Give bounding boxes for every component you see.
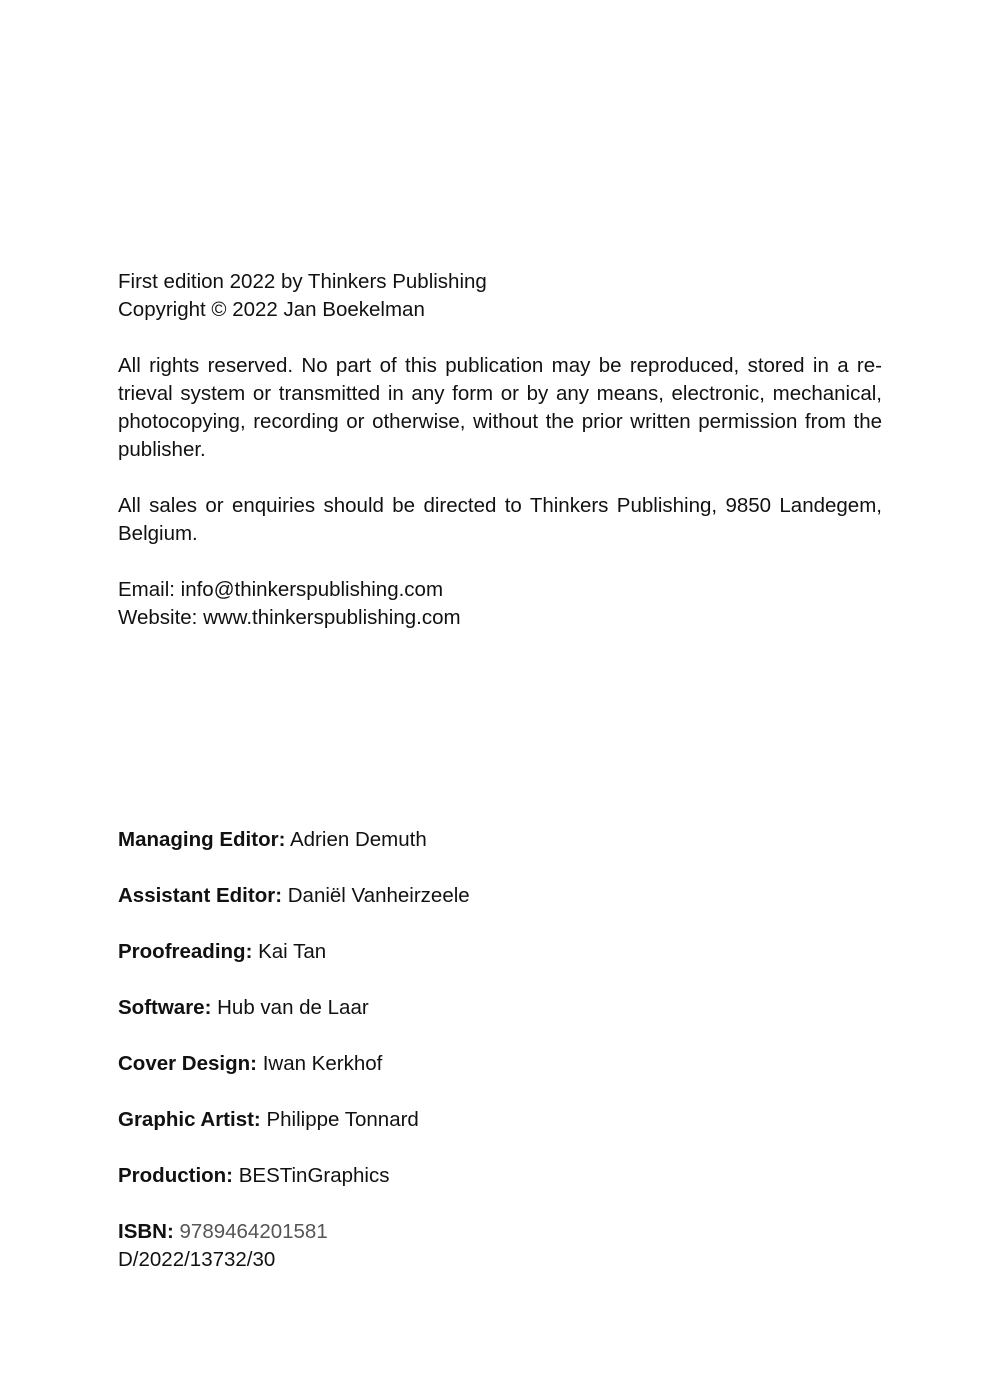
credit-graphic-artist: [118, 1106, 882, 1134]
credit-label: Cover Design:: [118, 1052, 257, 1075]
deposit-line: D/2022/13732/30: [118, 1248, 276, 1271]
credit-value: Kai Tan: [258, 940, 327, 963]
credit-label: Assistant Editor:: [118, 884, 283, 907]
credit-value: Adrien Demuth: [289, 828, 427, 851]
rights-paragraph: All rights reserved. No part of this publication may be reproduced, stored in a re-trieval system or transmitted in any form or by any means, electronic, mechanical, photocopying, recording or otherwise, without the prior written permission from the publisher.: [118, 354, 882, 461]
credit-cover-design: [118, 1050, 882, 1078]
credit-value: BESTinGraphics: [238, 1164, 390, 1187]
credits-block: [118, 826, 882, 1274]
credit-value: Hub van de Laar: [217, 996, 369, 1019]
credit-proofreading: [118, 938, 882, 966]
credit-label: Software:: [118, 996, 212, 1019]
credit-value: Iwan Kerkhof: [262, 1052, 383, 1075]
website-line: Website: www.thinkerspublishing.com: [118, 606, 461, 629]
credit-software: [118, 994, 882, 1022]
imprint-block: [118, 268, 882, 632]
copyright-line: Copyright © 2022 Jan Boekelman: [118, 298, 425, 321]
credit-label: Graphic Artist:: [118, 1108, 261, 1131]
edition-line: First edition 2022 by Thinkers Publishing: [118, 270, 487, 293]
isbn-label: ISBN:: [118, 1220, 174, 1243]
email-line: Email: info@thinkerspublishing.com: [118, 578, 444, 601]
credit-label: Proofreading:: [118, 940, 253, 963]
credit-value: Daniël Vanheirzeele: [287, 884, 470, 907]
credit-label: Production:: [118, 1164, 234, 1187]
isbn-value: 9789464201581: [179, 1220, 328, 1243]
isbn-line: [118, 1218, 882, 1246]
credit-label: Managing Editor:: [118, 828, 286, 851]
credit-assistant-editor: [118, 882, 882, 910]
credit-managing-editor: [118, 826, 882, 854]
sales-paragraph: All sales or enquiries should be directed to Thinkers Publishing, 9850 Landegem, Belgium.: [118, 494, 882, 545]
credit-value: Philippe Tonnard: [266, 1108, 419, 1131]
credit-production: [118, 1162, 882, 1190]
